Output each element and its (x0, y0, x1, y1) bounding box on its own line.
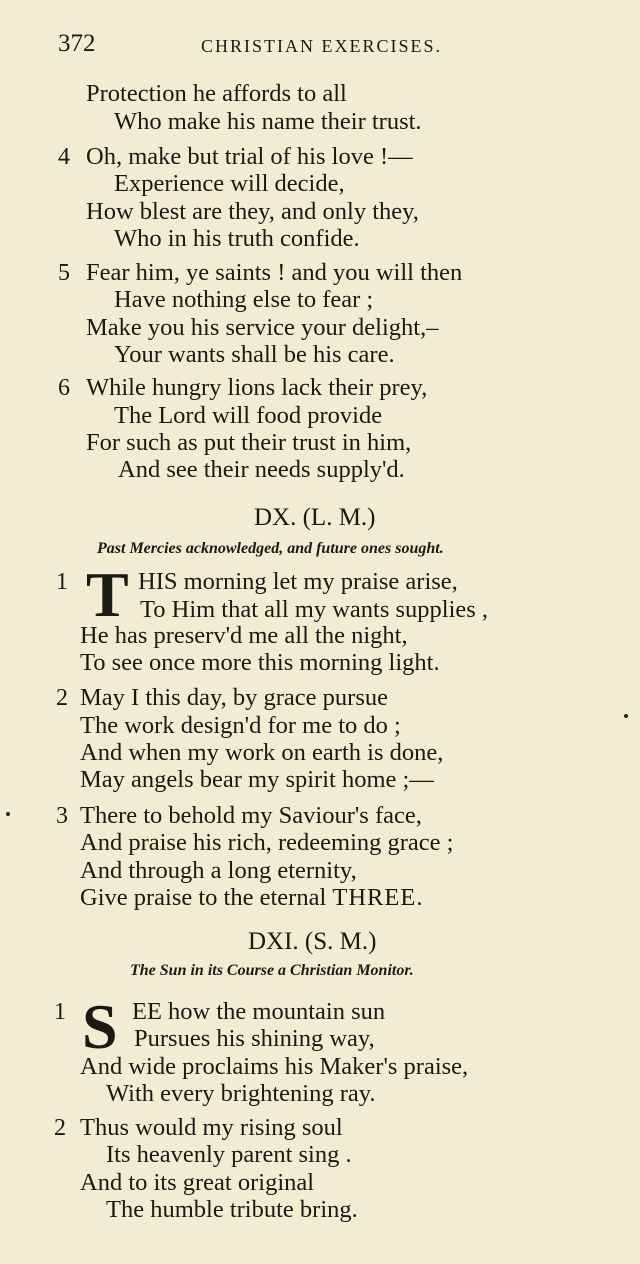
verse-line: The work design'd for me to do ; (80, 712, 401, 739)
verse-line: Who in his truth confide. (114, 225, 360, 252)
drop-cap: T (86, 559, 129, 630)
verse-line: Protection he affords to all (86, 80, 347, 107)
verse-line: EE how the mountain sun (132, 998, 386, 1025)
stanza-number: 2 (56, 685, 68, 711)
verse-line: And to its great original (80, 1169, 315, 1196)
page-number: 372 (58, 30, 96, 57)
verse-line: For such as put their trust in him, (86, 429, 412, 456)
verse-line: And praise his rich, redeeming grace ; (80, 829, 454, 856)
verse-line: The Lord will food provide (114, 402, 383, 429)
ink-mark (624, 714, 628, 718)
running-title: CHRISTIAN EXERCISES. (201, 36, 443, 56)
verse-line: The humble tribute bring. (106, 1196, 358, 1223)
stanza-number: 5 (58, 260, 70, 286)
verse-line (80, 884, 423, 912)
verse-line: May angels bear my spirit home ;— (80, 766, 434, 793)
verse-line: Its heavenly parent sing . (106, 1141, 352, 1168)
verse-line: HIS morning let my praise arise, (138, 568, 458, 595)
verse-line: How blest are they, and only they, (86, 198, 419, 225)
stanza-number: 4 (58, 144, 70, 170)
ink-mark (6, 812, 10, 816)
verse-line: And see their needs supply'd. (118, 456, 405, 483)
verse-line: Thus would my rising soul (80, 1114, 343, 1141)
stanza-number: 3 (56, 803, 68, 829)
verse-line: While hungry lions lack their prey, (86, 374, 428, 401)
verse-line: With every brightening ray. (106, 1080, 376, 1107)
page-header (58, 30, 498, 66)
verse-line: There to behold my Saviour's face, (80, 802, 422, 829)
verse-line: Your wants shall be his care. (114, 341, 395, 368)
hymn-subtitle: Past Mercies acknowledged, and future ones sought. (97, 540, 444, 557)
verse-emphasis: THREE. (332, 884, 424, 911)
verse-line: Make you his service your delight,– (86, 314, 439, 341)
verse-line: Oh, make but trial of his love !— (86, 143, 413, 170)
verse-line: May I this day, by grace pursue (80, 684, 388, 711)
stanza-number: 1 (54, 999, 66, 1025)
verse-line: Pursues his shining way, (134, 1025, 375, 1052)
hymn-title: DXI. (S. M.) (248, 928, 377, 955)
verse-line: Fear him, ye saints ! and you will then (86, 259, 463, 286)
verse-line: And through a long eternity, (80, 857, 357, 884)
hymn-subtitle: The Sun in its Course a Christian Monitor. (130, 962, 414, 979)
verse-line: To see once more this morning light. (80, 649, 440, 676)
verse-line: And when my work on earth is done, (80, 739, 444, 766)
verse-line: Who make his name their trust. (114, 108, 422, 135)
stanza-number: 1 (56, 569, 68, 595)
verse-line: Experience will decide, (114, 170, 345, 197)
verse-line: He has preserv'd me all the night, (80, 622, 408, 649)
verse-line: To Him that all my wants supplies , (140, 596, 489, 623)
hymn-title: DX. (L. M.) (254, 504, 376, 531)
verse-line: And wide proclaims his Maker's praise, (80, 1053, 469, 1080)
verse-text: Give praise to the eternal (80, 884, 327, 911)
stanza-number: 6 (58, 375, 70, 401)
verse-line: Have nothing else to fear ; (114, 286, 374, 313)
stanza-number: 2 (54, 1115, 66, 1141)
drop-cap: S (82, 991, 118, 1062)
